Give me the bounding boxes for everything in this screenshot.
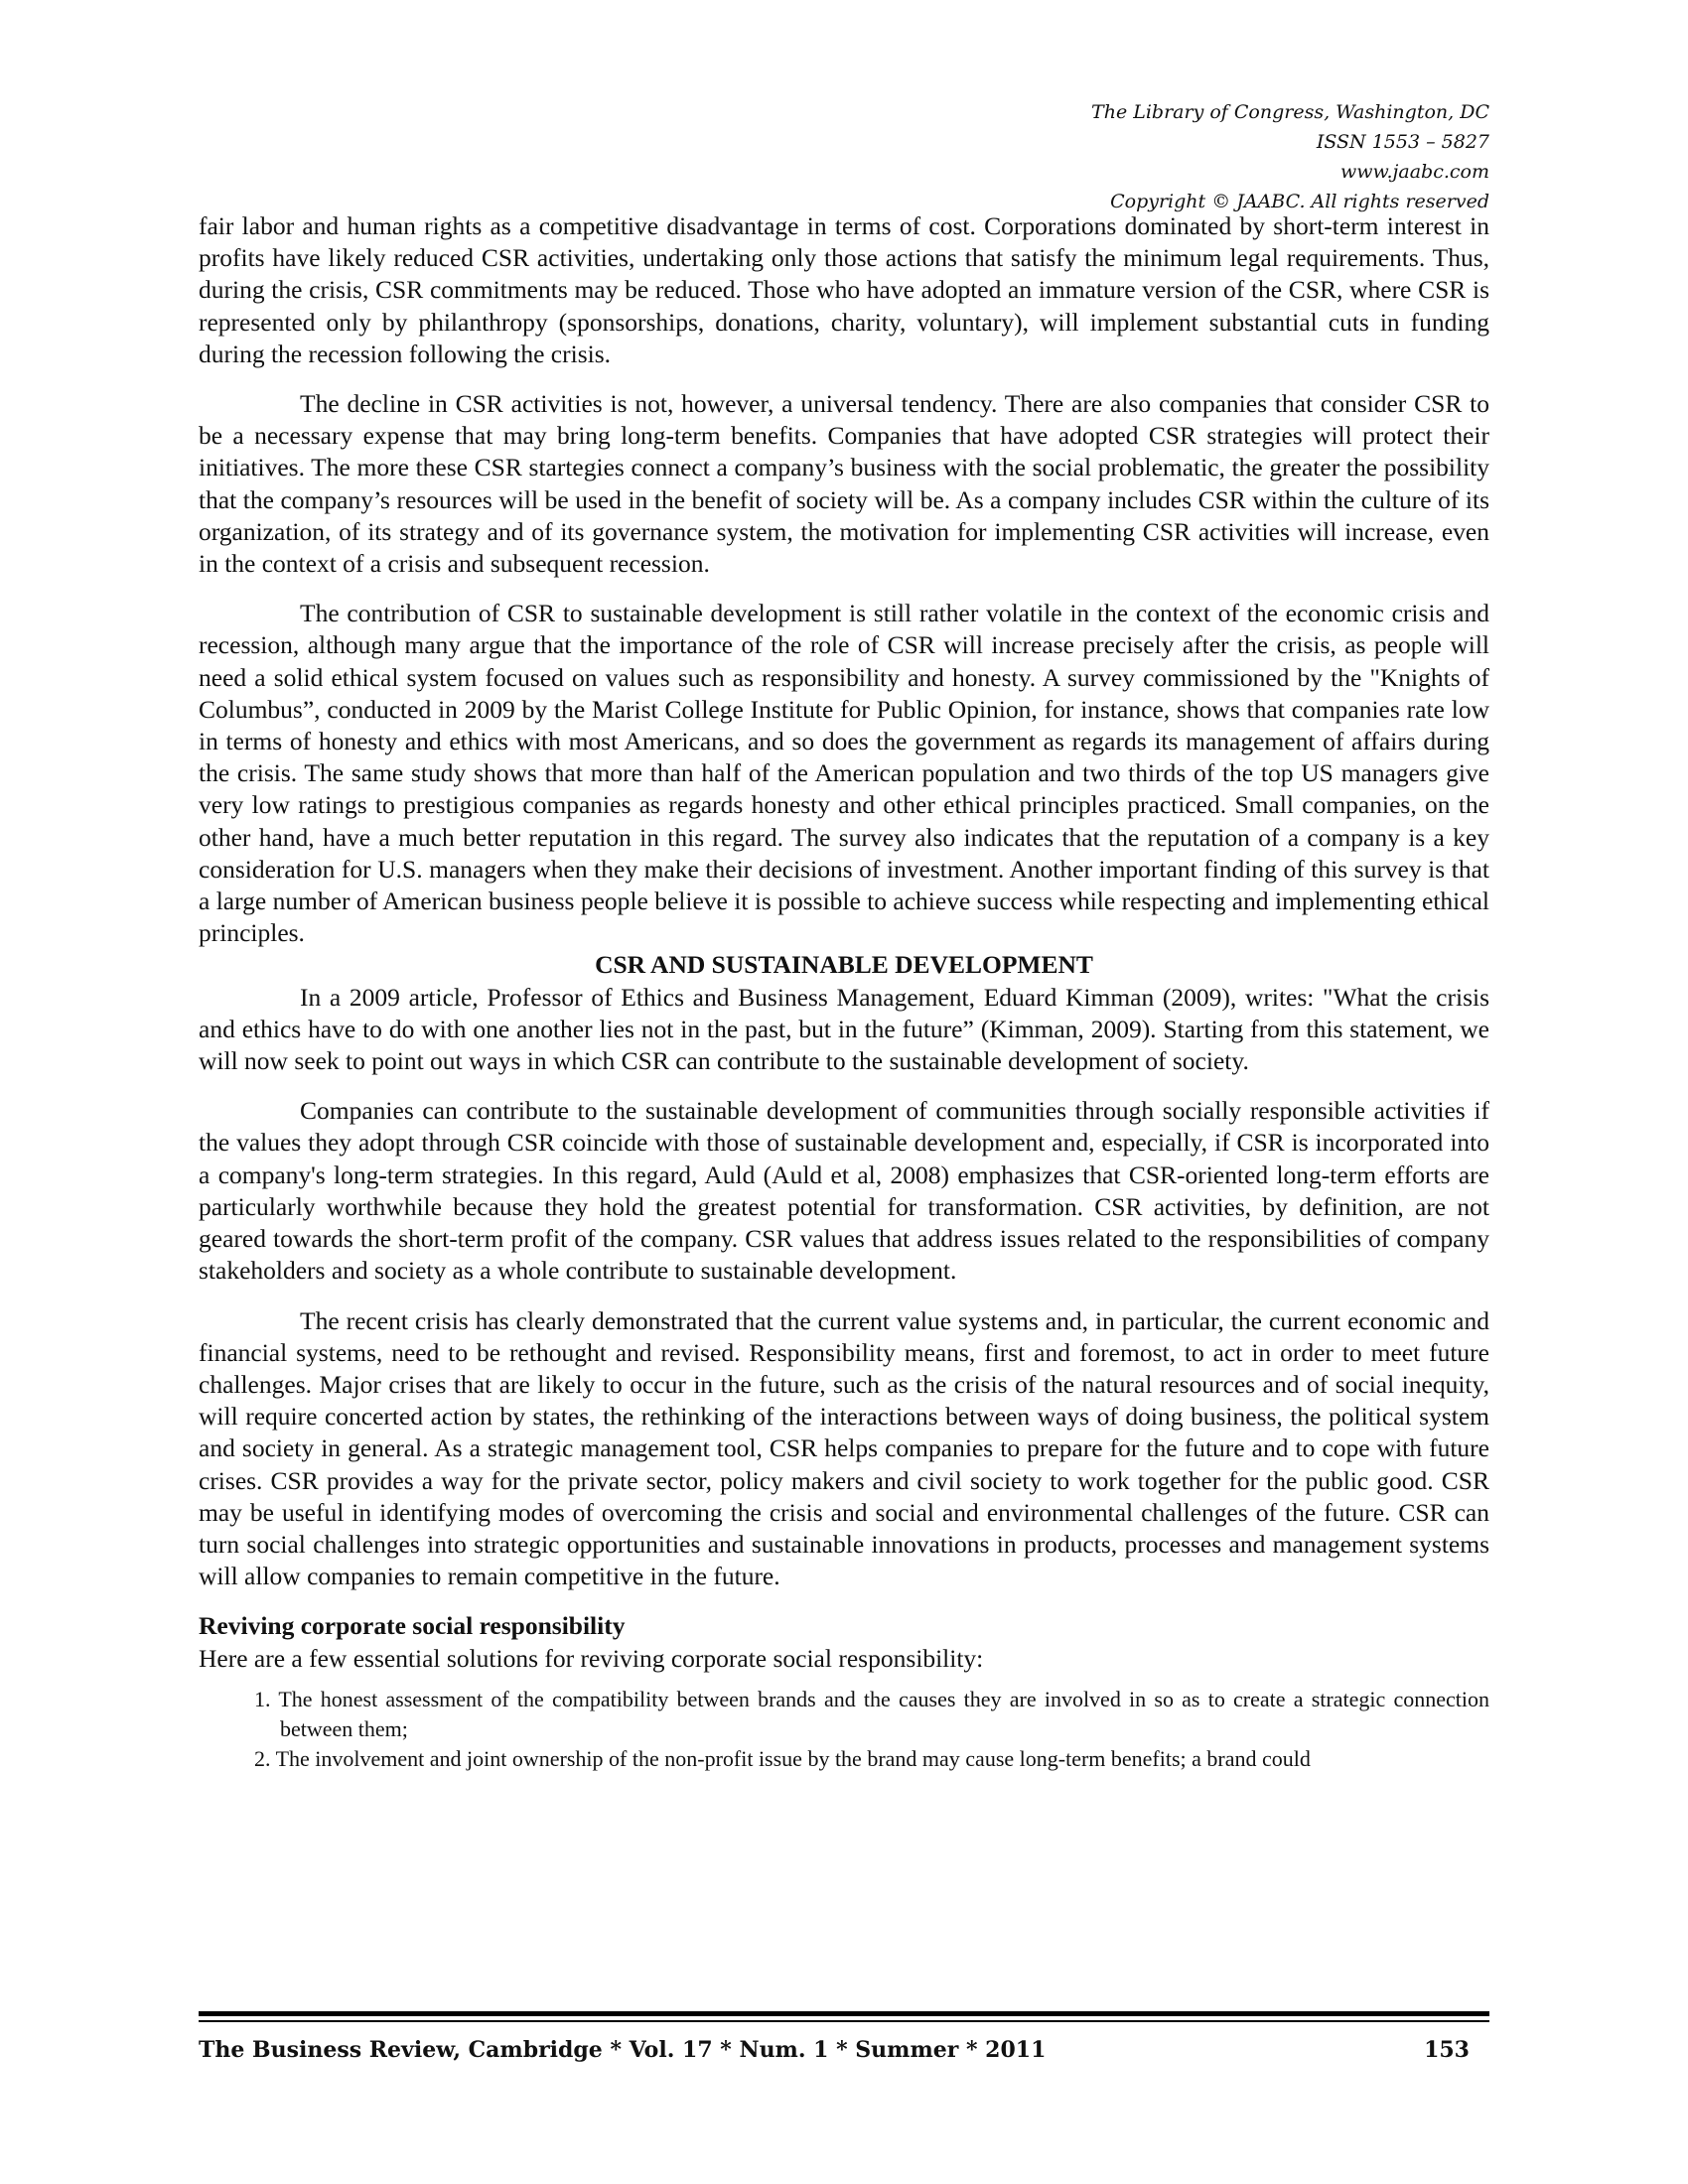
page-number: 153 bbox=[1424, 2037, 1470, 2063]
list-item: 2. The involvement and joint ownership of the non-profit issue by the brand may cause long-term benefits; a brand could bbox=[254, 1745, 1311, 1771]
article-body bbox=[199, 210, 1489, 1774]
list-item: 1. The honest assessment of the compatibility between brands and the causes they are involved in so as to create a strategic connection between them; bbox=[254, 1686, 1489, 1741]
journal-header bbox=[894, 97, 1489, 216]
solutions-list bbox=[199, 1685, 1489, 1774]
paragraph-1: fair labor and human rights as a competitive disadvantage in terms of cost. Corporations dominated by short-term interest in profits have likely reduced CSR activities, undertaking only those actions that satisfy the minimum legal requirements. Thus, during the crisis, CSR commitments may be reduced. Those who have adopted an immature version of the CSR, where CSR is represented only by philanthropy (sponsorships, donations, charity, voluntary), will implement substantial cuts in funding during the recession following the crisis. bbox=[199, 211, 1489, 368]
footer-divider-thick bbox=[199, 2011, 1489, 2016]
header-issn-line: ISSN 1553 – 5827 bbox=[1316, 131, 1489, 153]
list-intro: Here are a few essential solutions for reviving corporate social responsibility: bbox=[199, 1643, 984, 1673]
header-library-line: The Library of Congress, Washington, DC bbox=[1091, 101, 1489, 123]
footer-divider-thin bbox=[199, 2020, 1489, 2022]
footer-journal-citation: The Business Review, Cambridge * Vol. 17 * Num. 1 * Summer * 2011 bbox=[199, 2037, 1047, 2063]
paragraph-4: In a 2009 article, Professor of Ethics and Business Management, Eduard Kimman (2009), writes: "What the crisis and ethics have to do with one another lies not in the past, but in the future” (Kimman, 2009). Starting from this statement, we will now seek to point out ways in which CSR can contribute to the sustainable development of society. bbox=[199, 982, 1489, 1076]
paragraph-5: Companies can contribute to the sustainable development of communities through socially responsible activities if the values they adopt through CSR coincide with those of sustainable development and, especially, if CSR is incorporated into a company's long-term strategies. In this regard, Auld (Auld et al, 2008) emphasizes that CSR-oriented long-term efforts are particularly worthwhile because they hold the greatest potential for transformation. CSR activities, by definition, are not geared towards the short-term profit of the company. CSR values that address issues related to the responsibilities of company stakeholders and society as a whole contribute to sustainable development. bbox=[199, 1096, 1489, 1286]
paragraph-3: The contribution of CSR to sustainable development is still rather volatile in the context of the economic crisis and recession, although many argue that the importance of the role of CSR will increase precisely after the crisis, as people will need a solid ethical system focused on values such as responsibility and honesty. A survey commissioned by the "Knights of Columbus”, conducted in 2009 by the Marist College Institute for Public Opinion, for instance, shows that companies rate low in terms of honesty and ethics with most Americans, and so does the government as regards its management of affairs during the crisis. The same study shows that more than half of the American population and two thirds of the top US managers give very low ratings to prestigious companies as regards honesty and other ethical principles practiced. Small companies, on the other hand, have a much better reputation in this regard. The survey also indicates that the reputation of a company is a key consideration for U.S. managers when they make their decisions of investment. Another important finding of this survey is that a large number of American business people believe it is possible to achieve success while respecting and implementing ethical principles. bbox=[199, 599, 1489, 948]
section-heading: CSR AND SUSTAINABLE DEVELOPMENT bbox=[595, 950, 1093, 980]
header-website-line: www.jaabc.com bbox=[1339, 161, 1489, 183]
paragraph-2: The decline in CSR activities is not, however, a universal tendency. There are also companies that consider CSR to be a necessary expense that may bring long-term benefits. Companies that have adopted CSR strategies will protect their initiatives. The more these CSR startegies connect a company’s business with the social problematic, the greater the possibility that the company’s resources will be used in the benefit of society will be. As a company includes CSR within the culture of its organization, of its strategy and of its governance system, the motivation for implementing CSR activities will increase, even in the context of a crisis and subsequent recession. bbox=[199, 389, 1489, 579]
header-copyright-line: Copyright © JAABC. All rights reserved bbox=[1110, 191, 1489, 212]
subsection-heading: Reviving corporate social responsibility bbox=[199, 1611, 626, 1641]
paragraph-6: The recent crisis has clearly demonstrated that the current value systems and, in particular, the current economic and financial systems, need to be rethought and revised. Responsibility means, first and foremost, to act in order to meet future challenges. Major crises that are likely to occur in the future, such as the crisis of the natural resources and of social inequity, will require concerted action by states, the rethinking of the interactions between ways of doing business, the political system and society in general. As a strategic management tool, CSR helps companies to prepare for the future and to cope with future crises. CSR provides a way for the private sector, policy makers and civil society to work together for the public good. CSR may be useful in identifying modes of overcoming the crisis and social and environmental challenges of the future. CSR can turn social challenges into strategic opportunities and sustainable innovations in products, processes and management systems will allow companies to remain competitive in the future. bbox=[199, 1305, 1489, 1591]
